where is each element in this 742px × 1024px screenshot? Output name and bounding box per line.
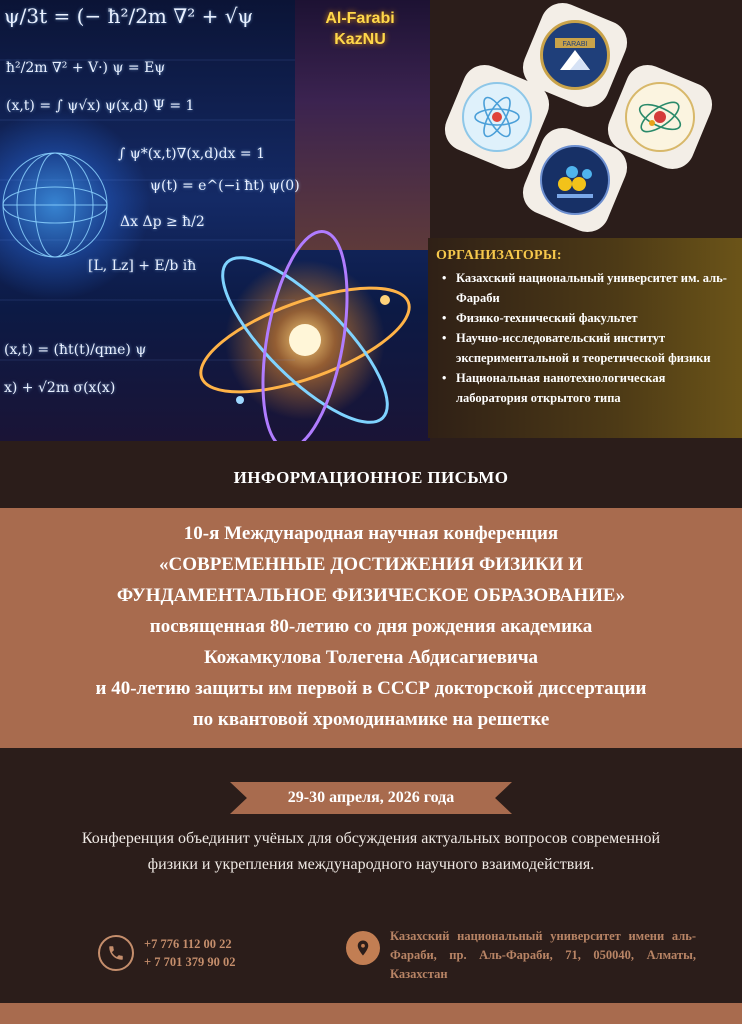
conference-title-band [0,508,742,748]
equation: [L, Lz] + E/b iħ [88,258,197,274]
conference-line: «СОВРЕМЕННЫЕ ДОСТИЖЕНИЯ ФИЗИКИ И [159,554,583,575]
brand-line-2: KazNU [334,31,386,48]
nanostructure-icon [547,152,603,208]
atom-icon [469,89,525,145]
equation: (x,t) = ∫ ψ√x) ψ(x,d) Ψ = 1 [6,98,195,114]
phone-icon [98,935,134,971]
equation: ψ(t) = e^(−i ħt) ψ(0) [150,178,300,194]
organizers-title: ОРГАНИЗАТОРЫ: [436,248,562,263]
address-text: Казахский национальный университет имени аль-Фараби, пр. Аль-Фараби, 71, 050040, Алматы, Казахстан [390,929,696,981]
organizer-item: • Физико-технический факультет [436,308,732,328]
organizer-logos [430,0,742,235]
organizer-item: • Научно-исследовательский институт экспериментальной и теоретической физики [436,328,732,368]
brand-line-1: Al-Farabi [325,10,395,27]
phone-number[interactable]: +7 776 112 00 22 [144,937,232,951]
bottom-strip [0,1003,742,1024]
equation: Δx Δp ≥ ħ/2 [120,214,205,230]
date-ribbon [230,782,512,814]
conference-line: Кожамкулова Толегена Абдисагиевича [203,647,539,668]
physics-illustration [0,0,430,441]
hero-section [0,0,742,441]
conference-line: посвященная 80-летию со дня рождения академика [149,616,593,637]
brand-label [300,8,420,50]
organizers-list [436,268,732,408]
letter-title: ИНФОРМАЦИОННОЕ ПИСЬМО [233,468,509,487]
equation: (x,t) = (ħt(t)/qme) ψ [4,342,147,358]
conference-line: по квантовой хромодинамике на решетке [192,709,550,730]
conference-line: 10-я Международная научная конференция [183,523,559,544]
equation: ħ²/2m ∇² + V·) ψ = Eψ [6,60,166,76]
phone-number[interactable]: + 7 701 379 90 02 [144,955,236,969]
conference-line: и 40-летию защиты им первой в СССР докторской диссертации [95,678,647,699]
equation: ψ/3t = (− ħ²/2m ∇² + √ψ [4,4,254,28]
mountain-icon [550,30,600,80]
organizers-panel [428,238,742,438]
phone-numbers [144,935,236,971]
logo-text: FARABI [562,41,588,48]
conference-date: 29-30 апреля, 2026 года [287,789,455,806]
conference-description: Конференция объединит учёных для обсуждения актуальных вопросов современной физики и укрепления международного научного взаимодействия. [81,830,661,873]
conference-line: ФУНДАМЕНТАЛЬНОЕ ФИЗИЧЕСКОЕ ОБРАЗОВАНИЕ» [116,585,626,606]
organizer-item: • Национальная нанотехнологическая лаборатория открытого типа [436,368,732,408]
location-pin-icon [346,931,380,965]
equation: ∫ ψ*(x,t)∇(x,d)dx = 1 [118,146,266,162]
equation: x) + √2m σ(x(x) [4,380,116,396]
address-contact [346,927,696,984]
phone-contact [98,933,236,973]
organizer-item: • Казахский национальный университет им. аль-Фараби [436,268,732,308]
physics-institute-icon [632,89,688,145]
